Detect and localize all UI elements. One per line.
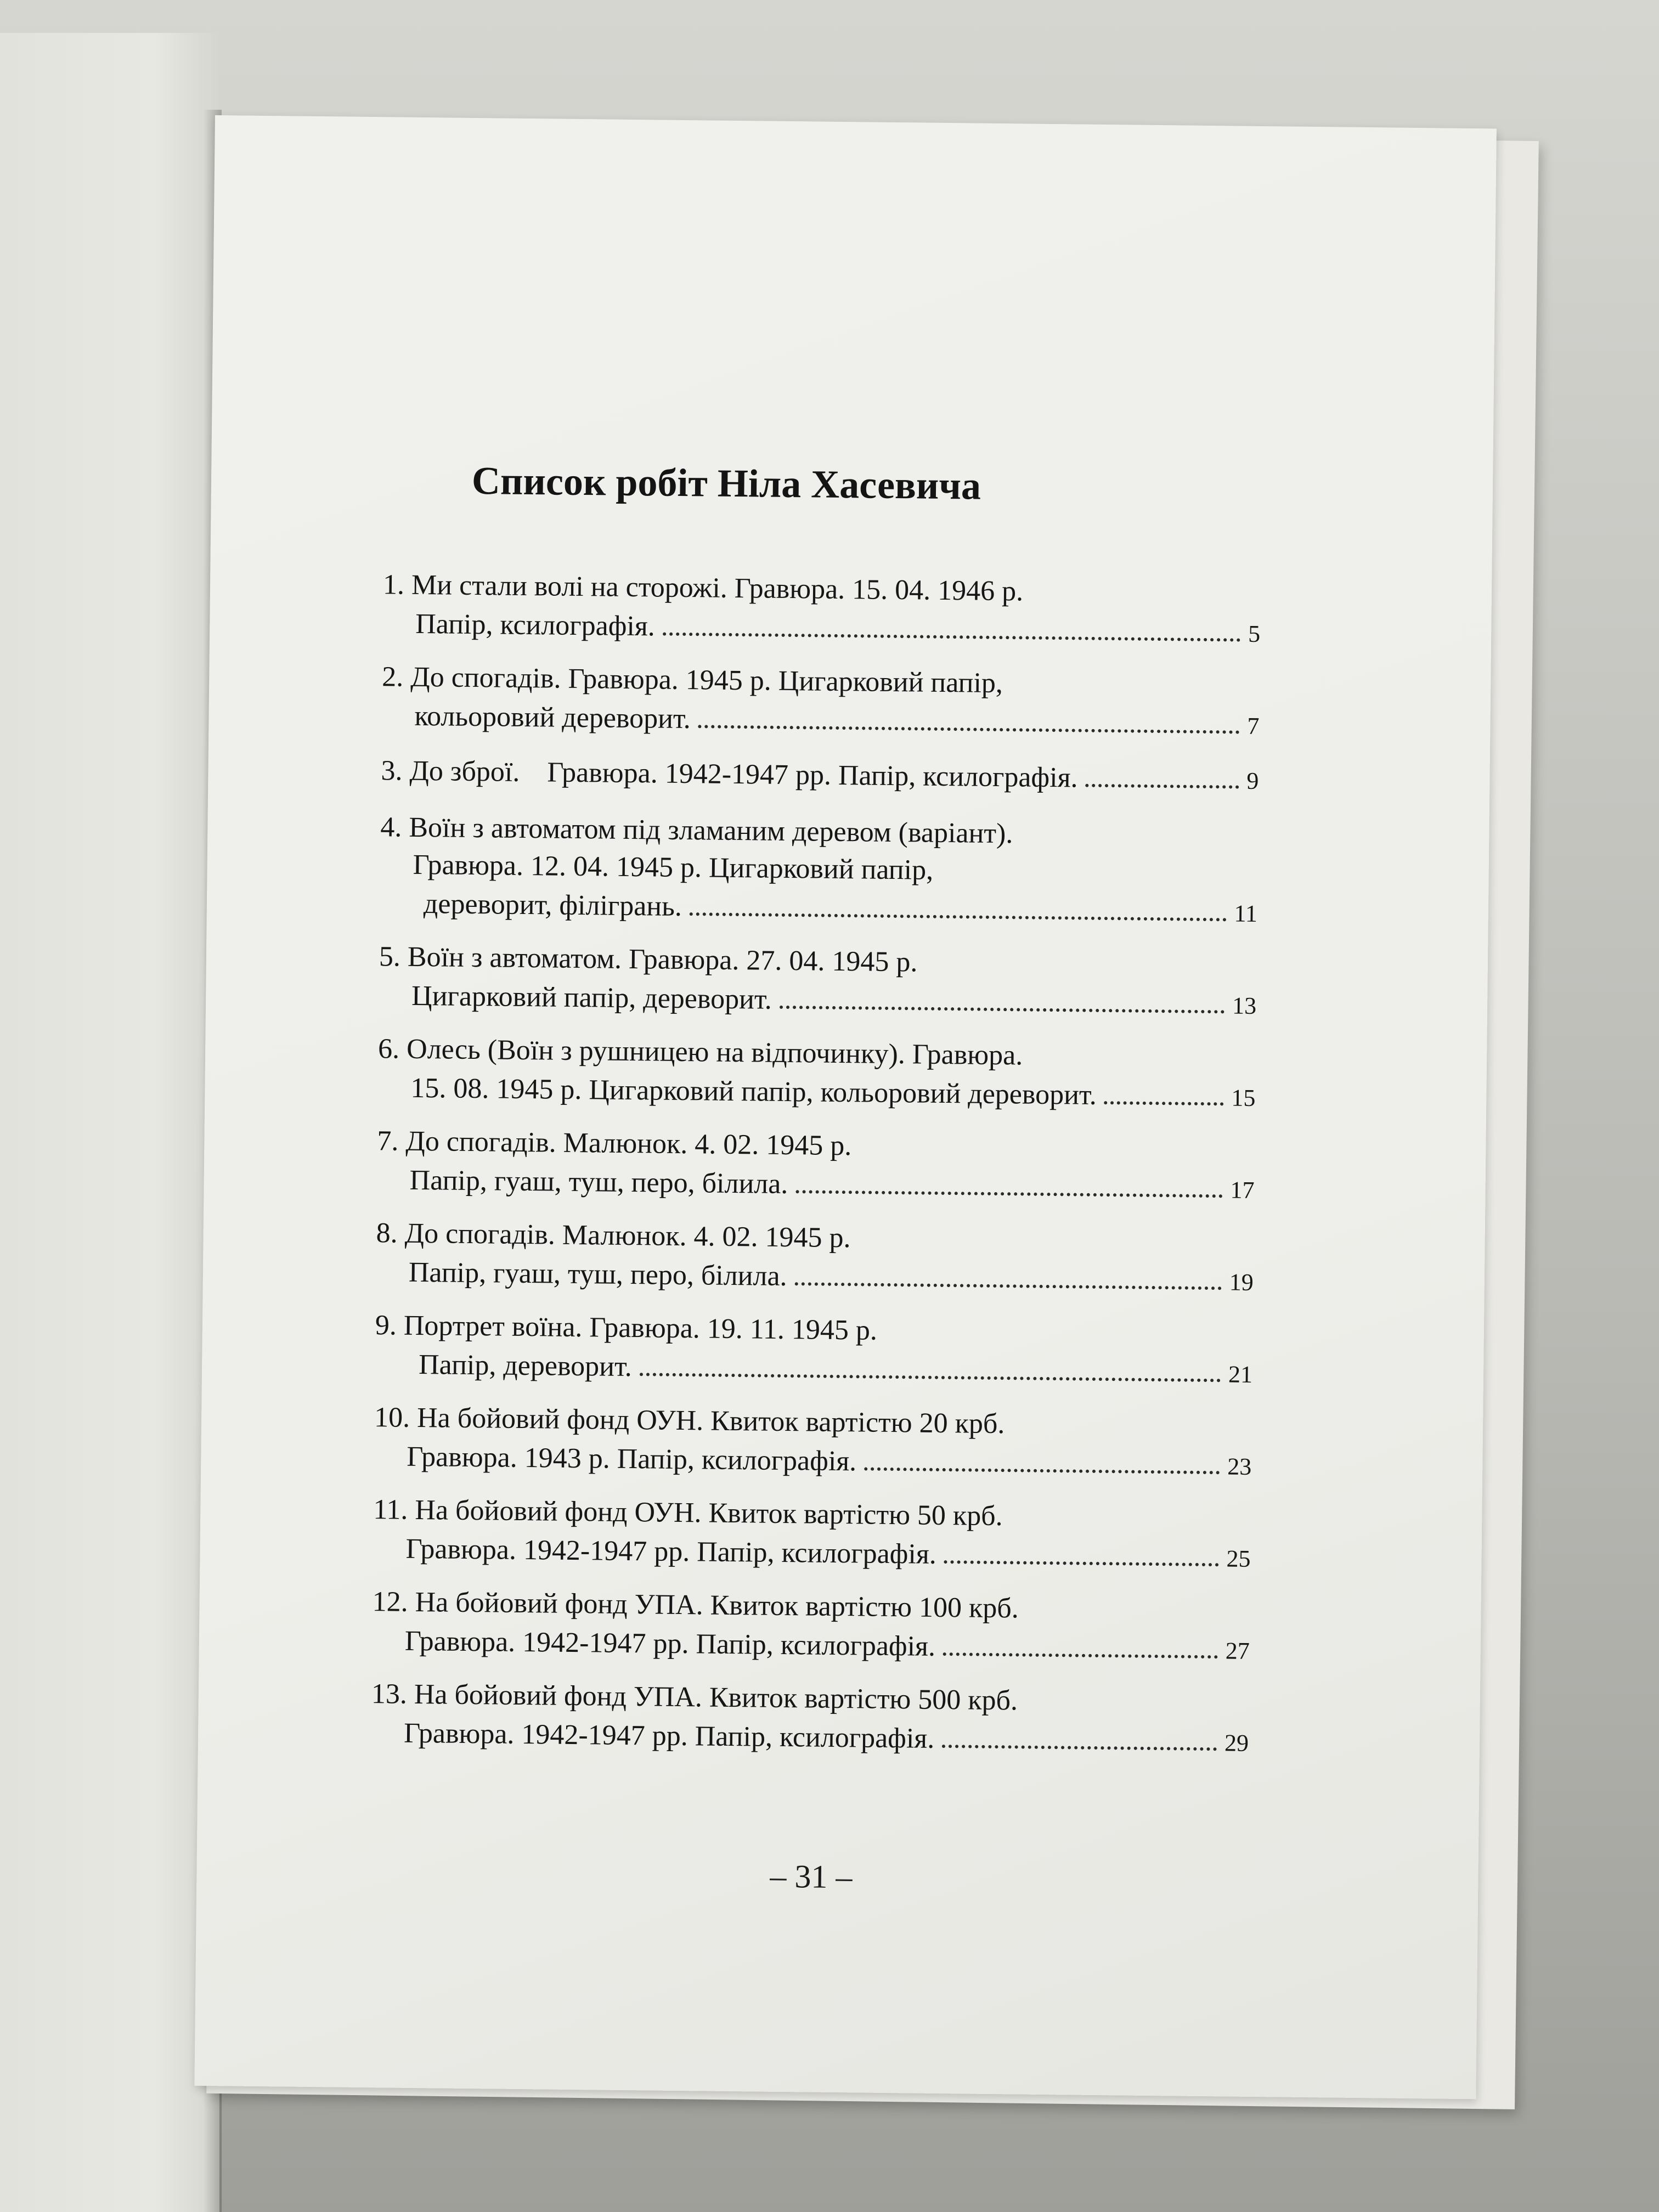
list-item	[375, 1215, 1254, 1317]
page-title: Список робіт Ніла Хасевича	[471, 458, 981, 508]
entry-line: 11. На бойовий фонд ОУН. Квиток вартістю 50 крб.	[373, 1494, 1003, 1532]
dot-leader	[640, 1347, 1221, 1382]
list-item	[373, 1492, 1251, 1593]
list-item	[374, 1400, 1252, 1501]
page-reference: 7	[1247, 712, 1260, 740]
entry-line: 2. До спогадів. Гравюра. 1945 р. Цигарковий папір,	[381, 661, 1003, 699]
list-item	[376, 1123, 1255, 1224]
entry-line: 15. 08. 1945 р. Цигарковий папір, кольоровий дереворит.	[410, 1072, 1097, 1111]
entry-line: 10. На бойовий фонд ОУН. Квиток вартістю 20 крб.	[374, 1402, 1005, 1440]
dot-leader	[663, 607, 1241, 642]
list-item	[374, 1307, 1253, 1409]
entry-leader	[419, 1345, 1253, 1390]
entry-line: 13. На бойовий фонд УПА. Квиток вартістю 500 крб.	[371, 1678, 1018, 1717]
dot-leader	[794, 1257, 1222, 1290]
entry-line: 5. Воїн з автоматом. Гравюра. 27. 04. 1945 р.	[379, 941, 918, 978]
entry-line: Гравюра. 12. 04. 1945 р. Цигарковий папір,	[413, 849, 934, 886]
list-item	[370, 1676, 1249, 1778]
entry-line: Гравюра. 1942-1947 рр. Папір, ксилографія.	[403, 1717, 935, 1754]
left-page	[0, 33, 219, 2212]
dot-leader	[1104, 1076, 1224, 1105]
entry-line: Цигарковий папір, дереворит.	[411, 980, 772, 1015]
entry-line: Папір, гуаш, туш, перо, білила.	[409, 1164, 788, 1200]
page-reference: 23	[1227, 1453, 1252, 1480]
entry-line: 4. Воїн з автоматом під зламаним деревом (варіант).	[380, 811, 1013, 850]
page-reference: 15	[1231, 1084, 1256, 1111]
entry-leader	[405, 1622, 1250, 1667]
entry-line: Гравюра. 1942-1947 рр. Папір, ксилографія.	[405, 1533, 937, 1570]
dot-leader	[864, 1442, 1220, 1475]
page-reference: 17	[1230, 1176, 1255, 1204]
page-reference: 27	[1225, 1637, 1250, 1664]
entry-line: Гравюра. 1942-1947 рр. Папір, ксилографія.	[547, 757, 1078, 794]
page-reference: 5	[1248, 620, 1261, 648]
page-reference: 11	[1234, 900, 1258, 927]
page-reference: 13	[1232, 992, 1257, 1019]
list-item	[379, 939, 1257, 1040]
entry-line: Папір, гуаш, туш, перо, білила.	[408, 1256, 787, 1293]
list-item	[377, 1031, 1256, 1132]
entry-leader	[410, 1069, 1256, 1114]
list-item	[382, 567, 1261, 668]
entry-leader	[409, 1161, 1255, 1206]
list-item	[381, 751, 1259, 819]
page-reference: 21	[1228, 1361, 1253, 1388]
page-number: – 31 –	[770, 1858, 853, 1895]
entry-line: Гравюра. 1943 р. Папір, ксилографія.	[407, 1441, 857, 1477]
dot-leader	[690, 887, 1227, 921]
entry-line: 7. До спогадів. Малюнок. 4. 02. 1945 р.	[377, 1125, 852, 1162]
dot-leader	[780, 980, 1225, 1013]
dot-leader	[1085, 759, 1239, 789]
entry-leader	[415, 605, 1261, 650]
page-reference: 9	[1246, 767, 1259, 794]
entry-line: 8. До спогадів. Малюнок. 4. 02. 1945 р.	[376, 1217, 851, 1254]
entry-line: кольоровий дереворит.	[414, 700, 691, 735]
entry-line: 9. Портрет воїна. Гравюра. 19. 11. 1945 р.	[375, 1310, 878, 1346]
entry-line: 1. Ми стали волі на сторожі. Гравюра. 15. 04. 1946 р.	[382, 569, 1024, 607]
entry-line: Папір, дереворит.	[418, 1349, 633, 1383]
works-list	[370, 567, 1261, 1778]
dot-leader	[942, 1719, 1217, 1751]
list-item	[379, 809, 1258, 948]
entry-line: 6. Олесь (Воїн з рушницею на відпочинку). Гравюра.	[377, 1033, 1023, 1071]
dot-leader	[698, 699, 1240, 733]
list-item	[381, 659, 1260, 760]
entry-leader	[424, 884, 1258, 929]
dot-leader	[944, 1535, 1219, 1566]
entry-line: Гравюра. 1942-1947 рр. Папір, ксилографія.	[404, 1625, 936, 1662]
book-page	[194, 115, 1496, 2099]
entry-leader	[411, 977, 1257, 1022]
entry-leader	[405, 1530, 1251, 1575]
entry-line: Папір, ксилографія.	[415, 608, 656, 642]
entry-line: 3. До зброї.	[381, 755, 520, 788]
entry-leader	[414, 697, 1260, 742]
list-item	[371, 1584, 1250, 1685]
entry-line: 12. На бойовий фонд УПА. Квиток вартістю 100 крб.	[372, 1586, 1019, 1624]
page-reference: 29	[1224, 1729, 1249, 1757]
entry-leader	[404, 1714, 1249, 1759]
entry-leader	[407, 1437, 1252, 1482]
dot-leader	[943, 1627, 1218, 1658]
page-reference: 25	[1226, 1545, 1251, 1572]
dot-leader	[795, 1165, 1223, 1198]
entry-line: дереворит, філігрань.	[423, 888, 682, 922]
entry-leader	[409, 1253, 1254, 1298]
page-reference: 19	[1229, 1268, 1254, 1296]
